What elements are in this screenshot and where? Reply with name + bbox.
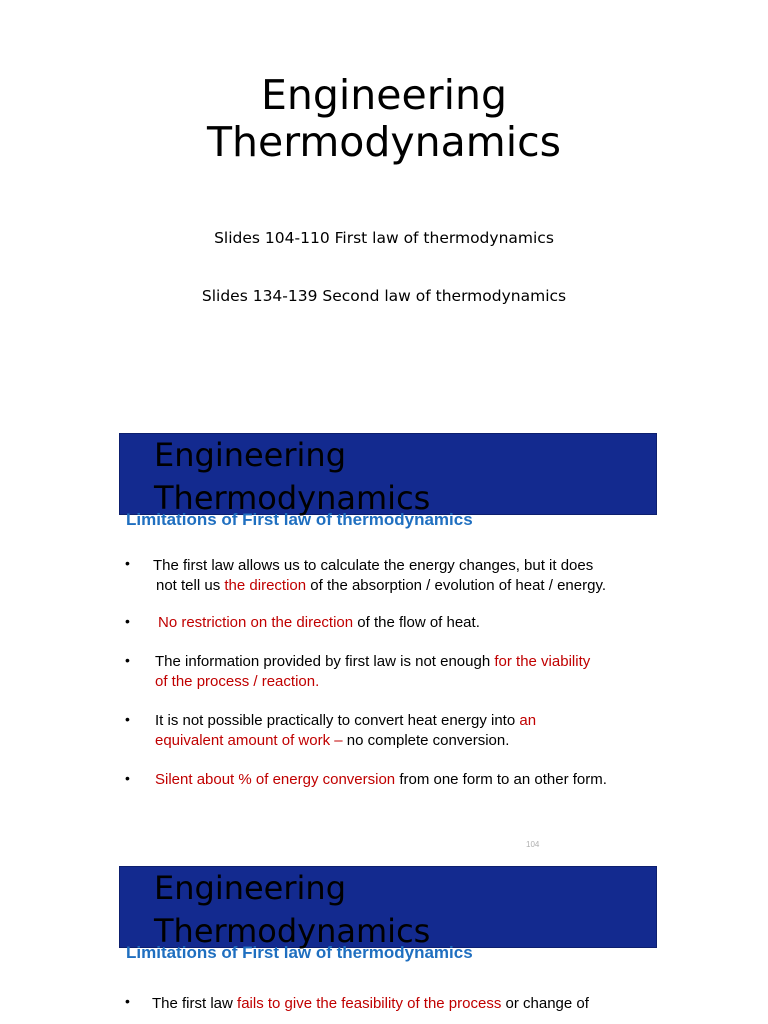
item-text: of the flow of heat. [353, 614, 480, 631]
item-highlight: for the viability [494, 653, 591, 670]
cover-title-line2: Thermodynamics [206, 118, 562, 166]
item-highlight: Silent about % of energy conversion [155, 771, 396, 788]
item-text: of the absorption / evolution of heat / energy. [306, 576, 607, 594]
slide2-band-title-line1: Engineering [154, 869, 346, 907]
cover-subtitle-first-law: Slides 104-110 First law of thermodynamics [214, 229, 554, 247]
list-item [155, 770, 655, 790]
item-text: not tell us [156, 576, 225, 594]
bullet-marker: • [125, 993, 130, 1009]
slide2-heading: Limitations of First law of thermodynamics [126, 943, 473, 962]
bullet-marker: • [125, 652, 130, 668]
list-item [158, 613, 648, 633]
bullet-marker: • [125, 613, 130, 629]
slide2-band-title-line2: Thermodynamics [154, 912, 431, 950]
item-highlight: No restriction on the direction [158, 614, 354, 631]
item-highlight: the direction [224, 576, 307, 594]
item-highlight: an [519, 712, 537, 729]
cover-subtitle-second-law: Slides 134-139 Second law of thermodynamics [201, 287, 567, 305]
cover-title-line1: Engineering [261, 71, 507, 119]
item-text: no complete conversion. [342, 731, 510, 749]
item-text: from one form to an other form. [395, 771, 607, 788]
cover-title [0, 72, 768, 166]
slide1-band-title-line1: Engineering [154, 436, 346, 474]
slide1-band-title [154, 434, 430, 520]
item-highlight: fails to give the feasibility of the process [237, 995, 502, 1012]
bullet-marker: • [125, 770, 130, 786]
list-item [153, 556, 653, 595]
list-item [152, 994, 652, 1014]
slide2-title-band [119, 866, 657, 948]
item-text: It is not possible practically to convert heat energy into [155, 712, 520, 729]
item-highlight: equivalent amount of work – [155, 731, 343, 749]
bullet-marker: • [125, 711, 130, 727]
slide2-band-title [154, 867, 430, 953]
list-item [155, 652, 650, 691]
slide1-title-band [119, 433, 657, 515]
slide1-heading: Limitations of First law of thermodynamics [126, 510, 473, 529]
slide-page-number: 104 [526, 840, 540, 849]
list-item [155, 711, 650, 750]
item-text: or change of [501, 995, 589, 1012]
item-highlight: of the process / reaction. [155, 672, 320, 690]
slide1-band-title-line2: Thermodynamics [154, 479, 431, 517]
item-text: The information provided by first law is not enough [155, 653, 495, 670]
item-text: The first law [152, 995, 238, 1012]
bullet-marker: • [125, 555, 130, 571]
item-text: The first law allows us to calculate the energy changes, but it does [153, 557, 594, 574]
